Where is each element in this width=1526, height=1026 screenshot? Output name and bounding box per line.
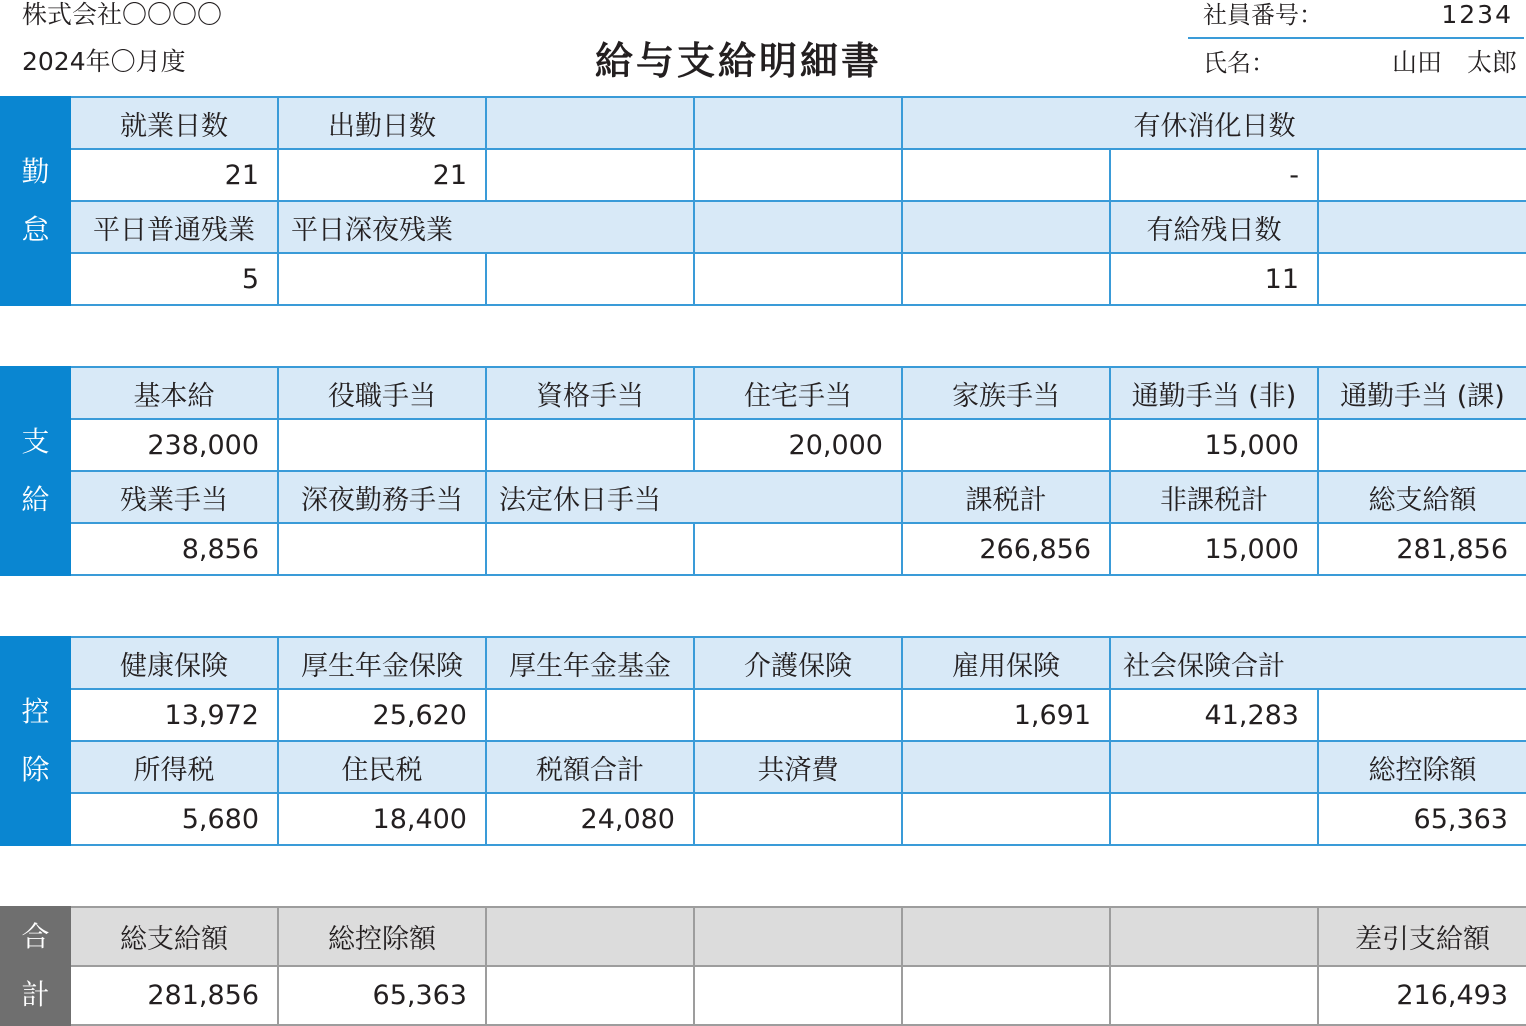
value-cell: 5	[70, 253, 278, 305]
header-cell: 平日深夜残業	[278, 201, 694, 253]
value-cell	[694, 149, 902, 201]
value-cell	[1318, 419, 1526, 471]
employee-no-value: 1234	[1441, 0, 1513, 29]
value-cell: 238,000	[70, 419, 278, 471]
header-cell: 有休消化日数	[902, 97, 1526, 149]
header-cell	[486, 907, 694, 966]
header-cell	[902, 201, 1110, 253]
header-cell: 住民税	[278, 741, 486, 793]
value-cell: 18,400	[278, 793, 486, 845]
value-cell	[278, 419, 486, 471]
value-cell: 21	[278, 149, 486, 201]
header-cell: 総支給額	[1318, 471, 1526, 523]
header-cell: 厚生年金保険	[278, 637, 486, 689]
value-cell: 65,363	[1318, 793, 1526, 845]
value-cell: 15,000	[1110, 523, 1318, 575]
header-cell: 残業手当	[70, 471, 278, 523]
header-cell: 総支給額	[70, 907, 278, 966]
header-cell: 法定休日手当	[486, 471, 902, 523]
value-cell	[278, 523, 486, 575]
value-cell	[902, 419, 1110, 471]
header-cell: 総控除額	[1318, 741, 1526, 793]
value-cell	[278, 253, 486, 305]
header-cell	[1318, 201, 1526, 253]
value-cell: -	[1110, 149, 1318, 201]
header-cell	[902, 907, 1110, 966]
header-cell: 出勤日数	[278, 97, 486, 149]
value-cell: 8,856	[70, 523, 278, 575]
total-table	[0, 906, 1526, 1026]
header-cell: 平日普通残業	[70, 201, 278, 253]
header-cell: 共済費	[694, 741, 902, 793]
value-cell	[694, 253, 902, 305]
header-cell: 健康保険	[70, 637, 278, 689]
value-cell	[694, 523, 902, 575]
value-cell: 15,000	[1110, 419, 1318, 471]
value-cell	[486, 689, 694, 741]
value-cell	[902, 966, 1110, 1025]
value-cell: 21	[70, 149, 278, 201]
header-cell: 所得税	[70, 741, 278, 793]
value-cell: 25,620	[278, 689, 486, 741]
payment-section-label: 支 給	[1, 367, 70, 575]
value-cell	[486, 966, 694, 1025]
header-cell: 差引支給額	[1318, 907, 1526, 966]
value-cell	[1110, 793, 1318, 845]
value-cell	[1318, 149, 1526, 201]
value-cell	[486, 523, 694, 575]
attendance-section-label: 勤 怠	[1, 97, 70, 305]
value-cell: 5,680	[70, 793, 278, 845]
value-cell	[694, 793, 902, 845]
value-cell	[694, 689, 902, 741]
header-cell: 厚生年金基金	[486, 637, 694, 689]
header-cell: 家族手当	[902, 367, 1110, 419]
value-cell: 20,000	[694, 419, 902, 471]
header-cell: 基本給	[70, 367, 278, 419]
value-cell	[1318, 689, 1526, 741]
header-cell	[902, 741, 1110, 793]
attendance-table	[0, 96, 1526, 306]
value-cell: 24,080	[486, 793, 694, 845]
payment-table	[0, 366, 1526, 576]
header-cell: 深夜勤務手当	[278, 471, 486, 523]
employee-name-value: 山田 太郎	[1391, 48, 1517, 77]
header-cell: 社会保険合計	[1110, 637, 1526, 689]
header-cell: 通勤手当 (非)	[1110, 367, 1318, 419]
value-cell: 65,363	[278, 966, 486, 1025]
pay-period: 2024年〇月度	[22, 47, 186, 76]
header-cell	[1110, 907, 1318, 966]
header-cell: 住宅手当	[694, 367, 902, 419]
company-name: 株式会社〇〇〇〇	[22, 0, 223, 29]
header-cell: 役職手当	[278, 367, 486, 419]
value-cell: 41,283	[1110, 689, 1318, 741]
header-divider	[1188, 37, 1524, 39]
value-cell	[1110, 966, 1318, 1025]
header-cell: 総控除額	[278, 907, 486, 966]
value-cell: 281,856	[70, 966, 278, 1025]
value-cell: 281,856	[1318, 523, 1526, 575]
header-cell: 税額合計	[486, 741, 694, 793]
deduction-section-label: 控 除	[1, 637, 70, 845]
header-cell	[694, 907, 902, 966]
employee-name-label: 氏名：	[1203, 49, 1275, 77]
value-cell	[486, 149, 694, 201]
header-cell	[694, 201, 902, 253]
header-cell: 就業日数	[70, 97, 278, 149]
header-cell: 資格手当	[486, 367, 694, 419]
page-title: 給与支給明細書	[595, 39, 883, 83]
header-cell: 介護保険	[694, 637, 902, 689]
deduction-table	[0, 636, 1526, 846]
header-cell: 課税計	[902, 471, 1110, 523]
value-cell	[902, 793, 1110, 845]
value-cell	[486, 419, 694, 471]
header-cell: 有給残日数	[1110, 201, 1318, 253]
header-cell: 非課税計	[1110, 471, 1318, 523]
total-section-label: 合 計	[1, 907, 70, 1025]
header-cell	[486, 97, 694, 149]
header-cell: 通勤手当 (課)	[1318, 367, 1526, 419]
header-cell	[1110, 741, 1318, 793]
value-cell	[902, 149, 1110, 201]
header-cell	[694, 97, 902, 149]
value-cell: 1,691	[902, 689, 1110, 741]
value-cell	[486, 253, 694, 305]
value-cell	[902, 253, 1110, 305]
value-cell: 13,972	[70, 689, 278, 741]
value-cell: 216,493	[1318, 966, 1526, 1025]
employee-no-label: 社員番号：	[1203, 1, 1323, 29]
value-cell: 11	[1110, 253, 1318, 305]
value-cell	[1318, 253, 1526, 305]
value-cell	[694, 966, 902, 1025]
value-cell: 266,856	[902, 523, 1110, 575]
header-cell: 雇用保険	[902, 637, 1110, 689]
